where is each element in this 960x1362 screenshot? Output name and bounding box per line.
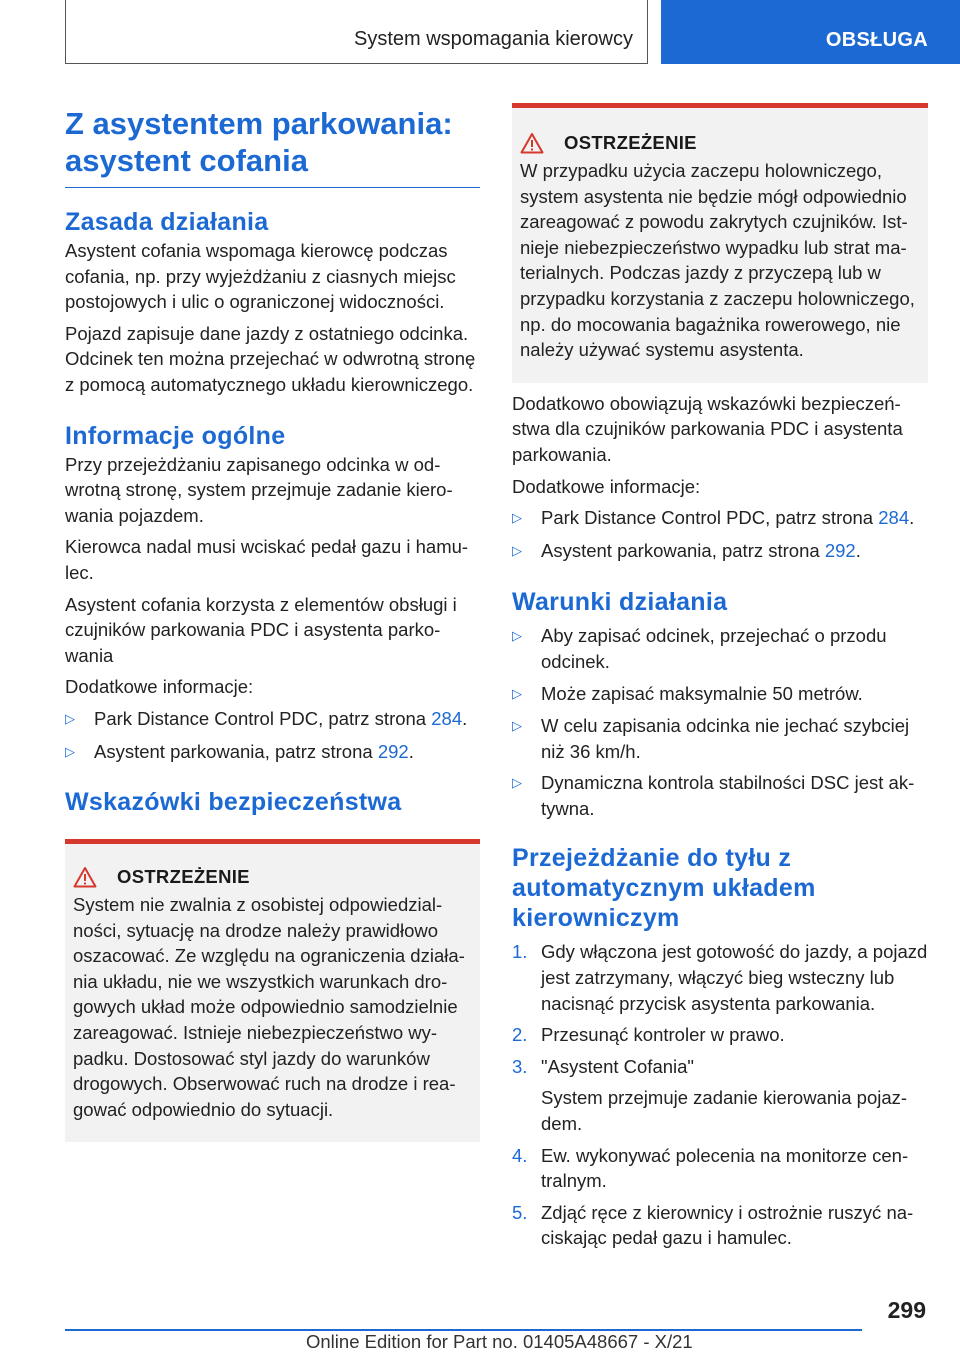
warning-text: W przypadku użycia zaczepu holowniczego, system asystenta nie będzie mógł odpowiednio zareagować z powodu zakrytych czujników. Istnieje niebezpieczeństwo wypadku lub strat materialnych. Podczas jazdy z przyczepą lub w przypadku korzystania z zaczepu holowniczego, np. do mocowania bagażnika rowerowego, nie należy używać systemu asystenta. bbox=[520, 160, 915, 361]
page-link[interactable]: 284 bbox=[878, 507, 910, 529]
page-number: 299 bbox=[887, 1297, 926, 1323]
warning-box bbox=[512, 103, 928, 383]
paragraph: Dodatkowe informacje: bbox=[65, 676, 254, 698]
page-link[interactable]: 284 bbox=[431, 707, 463, 729]
right-column bbox=[512, 103, 928, 1251]
list-item: ▷ Aby zapisać odcinek, przejechać o przodu odcinek. bbox=[512, 623, 928, 674]
paragraph: Przy przejeżdżaniu zapisanego odcinka w odwrotną stronę, system przejmuje zadanie kierowania pojazdem. bbox=[65, 453, 453, 526]
chapter-tab[interactable] bbox=[661, 0, 960, 64]
triangle-bullet-icon: ▷ bbox=[512, 628, 522, 644]
warning-label: OSTRZEŻENIE bbox=[564, 132, 697, 153]
left-column bbox=[65, 207, 480, 1142]
warning-label: OSTRZEŻENIE bbox=[117, 866, 250, 888]
step-item: 1. Gdy włączona jest gotowość do jazdy, a pojazd jest zatrzymany, włączyć bieg wsteczny lub nacisnąć przycisk asystenta parkowania. bbox=[512, 941, 928, 1014]
section-header bbox=[65, 0, 648, 64]
list-item: ▷ W celu zapisania odcinka nie jechać szybciej niż 36 km/h. bbox=[512, 713, 928, 764]
page-link[interactable]: 292 bbox=[377, 740, 409, 762]
list-item: ▷ Może zapisać maksymalnie 50 metrów. bbox=[512, 681, 928, 708]
warning-triangle-icon bbox=[520, 132, 564, 154]
warning-header bbox=[520, 130, 924, 156]
heading-wskazowki: Wskazówki bezpieczeństwa bbox=[65, 788, 402, 817]
paragraph: Asystent cofania korzysta z elementów obsługi i czujników parkowania PDC i asystenta parkowania bbox=[65, 593, 457, 666]
chapter-tab-label: OBSŁUGA bbox=[825, 29, 928, 51]
warning-header bbox=[73, 864, 468, 890]
triangle-bullet-icon: ▷ bbox=[65, 743, 75, 759]
triangle-bullet-icon: ▷ bbox=[512, 775, 522, 791]
list-item: ▷ Asystent parkowania, patrz strona 292. bbox=[65, 739, 480, 766]
list-item: ▷ Park Distance Control PDC, patrz strona 284. bbox=[65, 706, 480, 733]
list-item: ▷ Dynamiczna kontrola stabilności DSC jest aktywna. bbox=[512, 770, 928, 821]
step-item: 4. Ew. wykonywać polecenia na monitorze centralnym. bbox=[512, 1144, 909, 1192]
paragraph: Pojazd zapisuje dane jazdy z ostatniego odcinka. Odcinek ten można przejechać w odwrotną stronę z pomocą automatycznego układu kierowniczego. bbox=[65, 322, 476, 395]
heading-zasada: Zasada działania bbox=[65, 208, 269, 236]
paragraph: Asystent cofania wspomaga kierowcę podczas cofania, np. przy wyjeżdżaniu z ciasnych miejsc postojowych i ulic o ograniczonej widoczności. bbox=[65, 240, 456, 313]
section-title: System wspomagania kierowcy bbox=[354, 28, 633, 50]
heading-przejezdzanie: Przejeżdżanie do tyłu z automatycznym układem kierowniczym bbox=[512, 844, 816, 933]
list-item: ▷ Park Distance Control PDC, patrz strona 284. bbox=[512, 505, 928, 532]
triangle-bullet-icon: ▷ bbox=[512, 542, 522, 558]
triangle-bullet-icon: ▷ bbox=[65, 710, 75, 726]
triangle-bullet-icon: ▷ bbox=[512, 510, 522, 526]
paragraph: Dodatkowe informacje: bbox=[512, 475, 701, 497]
step-sub-text: System przejmuje zadanie kierowania pojazdem. bbox=[541, 1087, 908, 1135]
step-item: 5. Zdjąć ręce z kierownicy i ostrożnie ruszyć naciskając pedał gazu i hamulec. bbox=[512, 1201, 914, 1249]
page-title: Z asystentem parkowania: asystent cofania bbox=[65, 105, 480, 188]
paragraph: Dodatkowo obowiązują wskazówki bezpieczeństwa dla czujników parkowania PDC i asystenta parkowania. bbox=[512, 392, 903, 465]
page-link[interactable]: 292 bbox=[824, 539, 856, 561]
step-item: 2. Przesunąć kontroler w prawo. bbox=[512, 1024, 785, 1046]
heading-informacje: Informacje ogólne bbox=[65, 421, 286, 450]
heading-warunki: Warunki działania bbox=[512, 588, 728, 617]
warning-box bbox=[65, 839, 480, 1142]
warning-text: System nie zwalnia z osobistej odpowiedzialności, sytuację na drodze należy prawidłowo oszacować. Ze względu na ograniczenia działania układu, nie we wszystkich warunkach drogowych układ może odpowiednio samodzielnie zareagować. Istnieje niebezpieczeństwo wypadku. Dostosować styl jazdy do warunków drogowych. Obserwować ruch na drodze i reagować odpowiednio do sytuacji. bbox=[73, 894, 465, 1120]
edition-footer: Online Edition for Part no. 01405A48667 - X/21 bbox=[306, 1331, 693, 1352]
paragraph: Kierowca nadal musi wciskać pedał gazu i hamulec. bbox=[65, 536, 469, 583]
triangle-bullet-icon: ▷ bbox=[512, 685, 522, 701]
triangle-bullet-icon: ▷ bbox=[512, 718, 522, 734]
list-item: ▷ Asystent parkowania, patrz strona 292. bbox=[512, 538, 928, 565]
warning-triangle-icon bbox=[73, 866, 117, 888]
step-item: 3. "Asystent Cofania" bbox=[512, 1055, 694, 1077]
